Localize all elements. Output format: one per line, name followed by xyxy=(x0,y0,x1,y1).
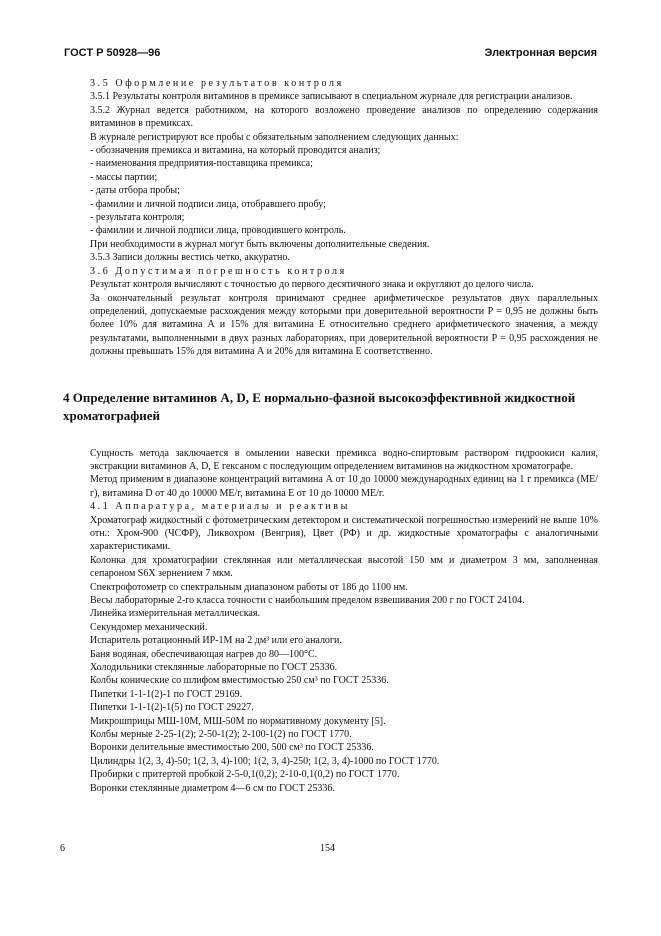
list-item: Баня водяная, обеспечивающая нагрев до 80—100°С. xyxy=(90,648,318,660)
list-item: Секундомер механический. xyxy=(90,621,208,633)
paragraph-3-5-2: 3.5.2 Журнал ведется работником, на которого возложено проведение анализов по определению содержания витаминов в премиксах. xyxy=(90,104,598,130)
paragraph-3-5-3: 3.5.3 Записи должны вестись четко, аккуратно. xyxy=(90,252,290,264)
list-item: - даты отбора пробы; xyxy=(90,185,180,197)
list-item: - обозначения премикса и витамина, на который проводится анализ; xyxy=(90,145,381,157)
list-item: Воронки делительные вместимостью 200, 500 см³ по ГОСТ 25336. xyxy=(90,742,374,754)
list-item: - массы партии; xyxy=(90,171,158,183)
list-item: - результата контроля; xyxy=(90,212,185,224)
list-item: Колбы мерные 2-25-1(2); 2-50-1(2); 2-100-1(2) по ГОСТ 1770. xyxy=(90,729,352,741)
section-heading-4: 4 Определение витаминов А, D, Е нормально-фазной высокоэффективной жидкостной хроматографией xyxy=(63,389,576,423)
list-item: Цилиндры 1(2, 3, 4)-50; 1(2, 3, 4)-100; 1(2, 3, 4)-250; 1(2, 3, 4)-1000 по ГОСТ 1770. xyxy=(90,755,440,767)
list-item: Пробирки с притертой пробкой 2-5-0,1(0,2); 2-10-0,1(0,2) по ГОСТ 1770. xyxy=(90,769,400,781)
section-title-3-6: 3.6 Допустимая погрешность контроля xyxy=(90,265,347,277)
list-item: Пипетки 1-1-1(2)-1(5) по ГОСТ 29227. xyxy=(90,702,254,714)
paragraph-3-6-b: За окончательный результат контроля принимают среднее арифметическое результатов двух параллельных определений, допускаемые расхождения между которыми при доверительной вероятности P = 0,95 не должны быть более 10% для витамина А и 15% для витамина Е относительно среднего арифметического значения, а между результатами, выполненными в двух разных лабораториях, при доверительной вероятности P = 0,95 расхождения не должны превышать 15% для витамина А и 20% для витамина Е соответственно. xyxy=(90,292,598,358)
method-range: Метод применим в диапазоне концентраций витамина А от 10 до 10000 международных единиц на 1 г премикса (МЕ/г), витамина D от 40 до 10000 МЕ/г, витамина Е от 10 до 10000 МЕ/г. xyxy=(90,474,598,499)
method-essence: Сущность метода заключается в омылении навески премикса водно-спиртовым раствором гидроокиси калия, экстракции витаминов А, D, Е гексаном с последующим определением витаминов на жидкостном хроматографе. xyxy=(90,447,598,472)
register-list xyxy=(90,144,598,238)
list-item: - наименования предприятия-поставщика премикса; xyxy=(90,158,313,170)
list-item: Колбы конические со шлифом вместимостью 250 см³ по ГОСТ 25336. xyxy=(90,675,389,687)
paragraph-3-5-1: 3.5.1 Результаты контроля витаминов в премиксе записывают в специальном журнале для регистрации анализов. xyxy=(90,91,573,103)
register-intro: В журнале регистрируют все пробы с обязательным заполнением следующих данных: xyxy=(90,131,459,143)
list-item: Хроматограф жидкостный с фотометрическим детектором и систематической погрешностью измерений не выше 10% отн.: Хром-900 (ЧСФР), Ликвохром (Венгрия), Цвет (РФ) и др. жидкостные хроматографы с аналогичными характеристиками. xyxy=(90,514,598,553)
list-item: - фамилии и личной подписи лица, проводившего контроль. xyxy=(90,225,346,237)
paragraph-3-6-a: Результат контроля вычисляют с точностью до первого десятичного знака и округляют до целого числа. xyxy=(90,279,534,291)
page-number-left: 6 xyxy=(60,843,65,854)
list-item: Линейка измерительная металлическая. xyxy=(90,608,260,620)
list-item: Микрошприцы МШ-10М, МШ-50М по нормативному документу [5]. xyxy=(90,715,386,727)
section-title-3-5: 3.5 Оформление результатов контроля xyxy=(90,78,344,89)
list-item: Пипетки 1-1-1(2)-1 по ГОСТ 29169. xyxy=(90,688,243,700)
extra-info: При необходимости в журнал могут быть включены дополнительные сведения. xyxy=(90,238,430,250)
list-item: - фамилии и личной подписи лица, отобравшего пробу; xyxy=(90,198,326,210)
version-label: Электронная версия xyxy=(484,47,597,59)
list-item: Холодильники стеклянные лабораторные по ГОСТ 25336. xyxy=(90,662,338,674)
page-number-center: 154 xyxy=(320,843,335,854)
equipment-list xyxy=(90,514,598,796)
list-item: Колонка для хроматографии стеклянная или металлическая высотой 150 мм и диаметром 3 мм, заполненная сепароном S6X зернением 7 мкм. xyxy=(90,554,598,580)
list-item: Испаритель ротационный ИР-1М на 2 дм³ или его аналоги. xyxy=(90,635,342,647)
list-item: Спектрофотометр со спектральным диапазоном работы от 186 до 1100 нм. xyxy=(90,581,408,593)
document-body xyxy=(63,77,598,795)
list-item: Весы лабораторные 2-го класса точности с наибольшим пределом взвешивания 200 г по ГОСТ 24104. xyxy=(90,595,525,606)
section-title-4-1: 4.1 Аппаратура, материалы и реактивы xyxy=(90,501,350,513)
document-code: ГОСТ Р 50928—96 xyxy=(64,47,161,59)
list-item: Воронки стеклянные диаметром 4—6 см по ГОСТ 25336. xyxy=(90,782,335,794)
